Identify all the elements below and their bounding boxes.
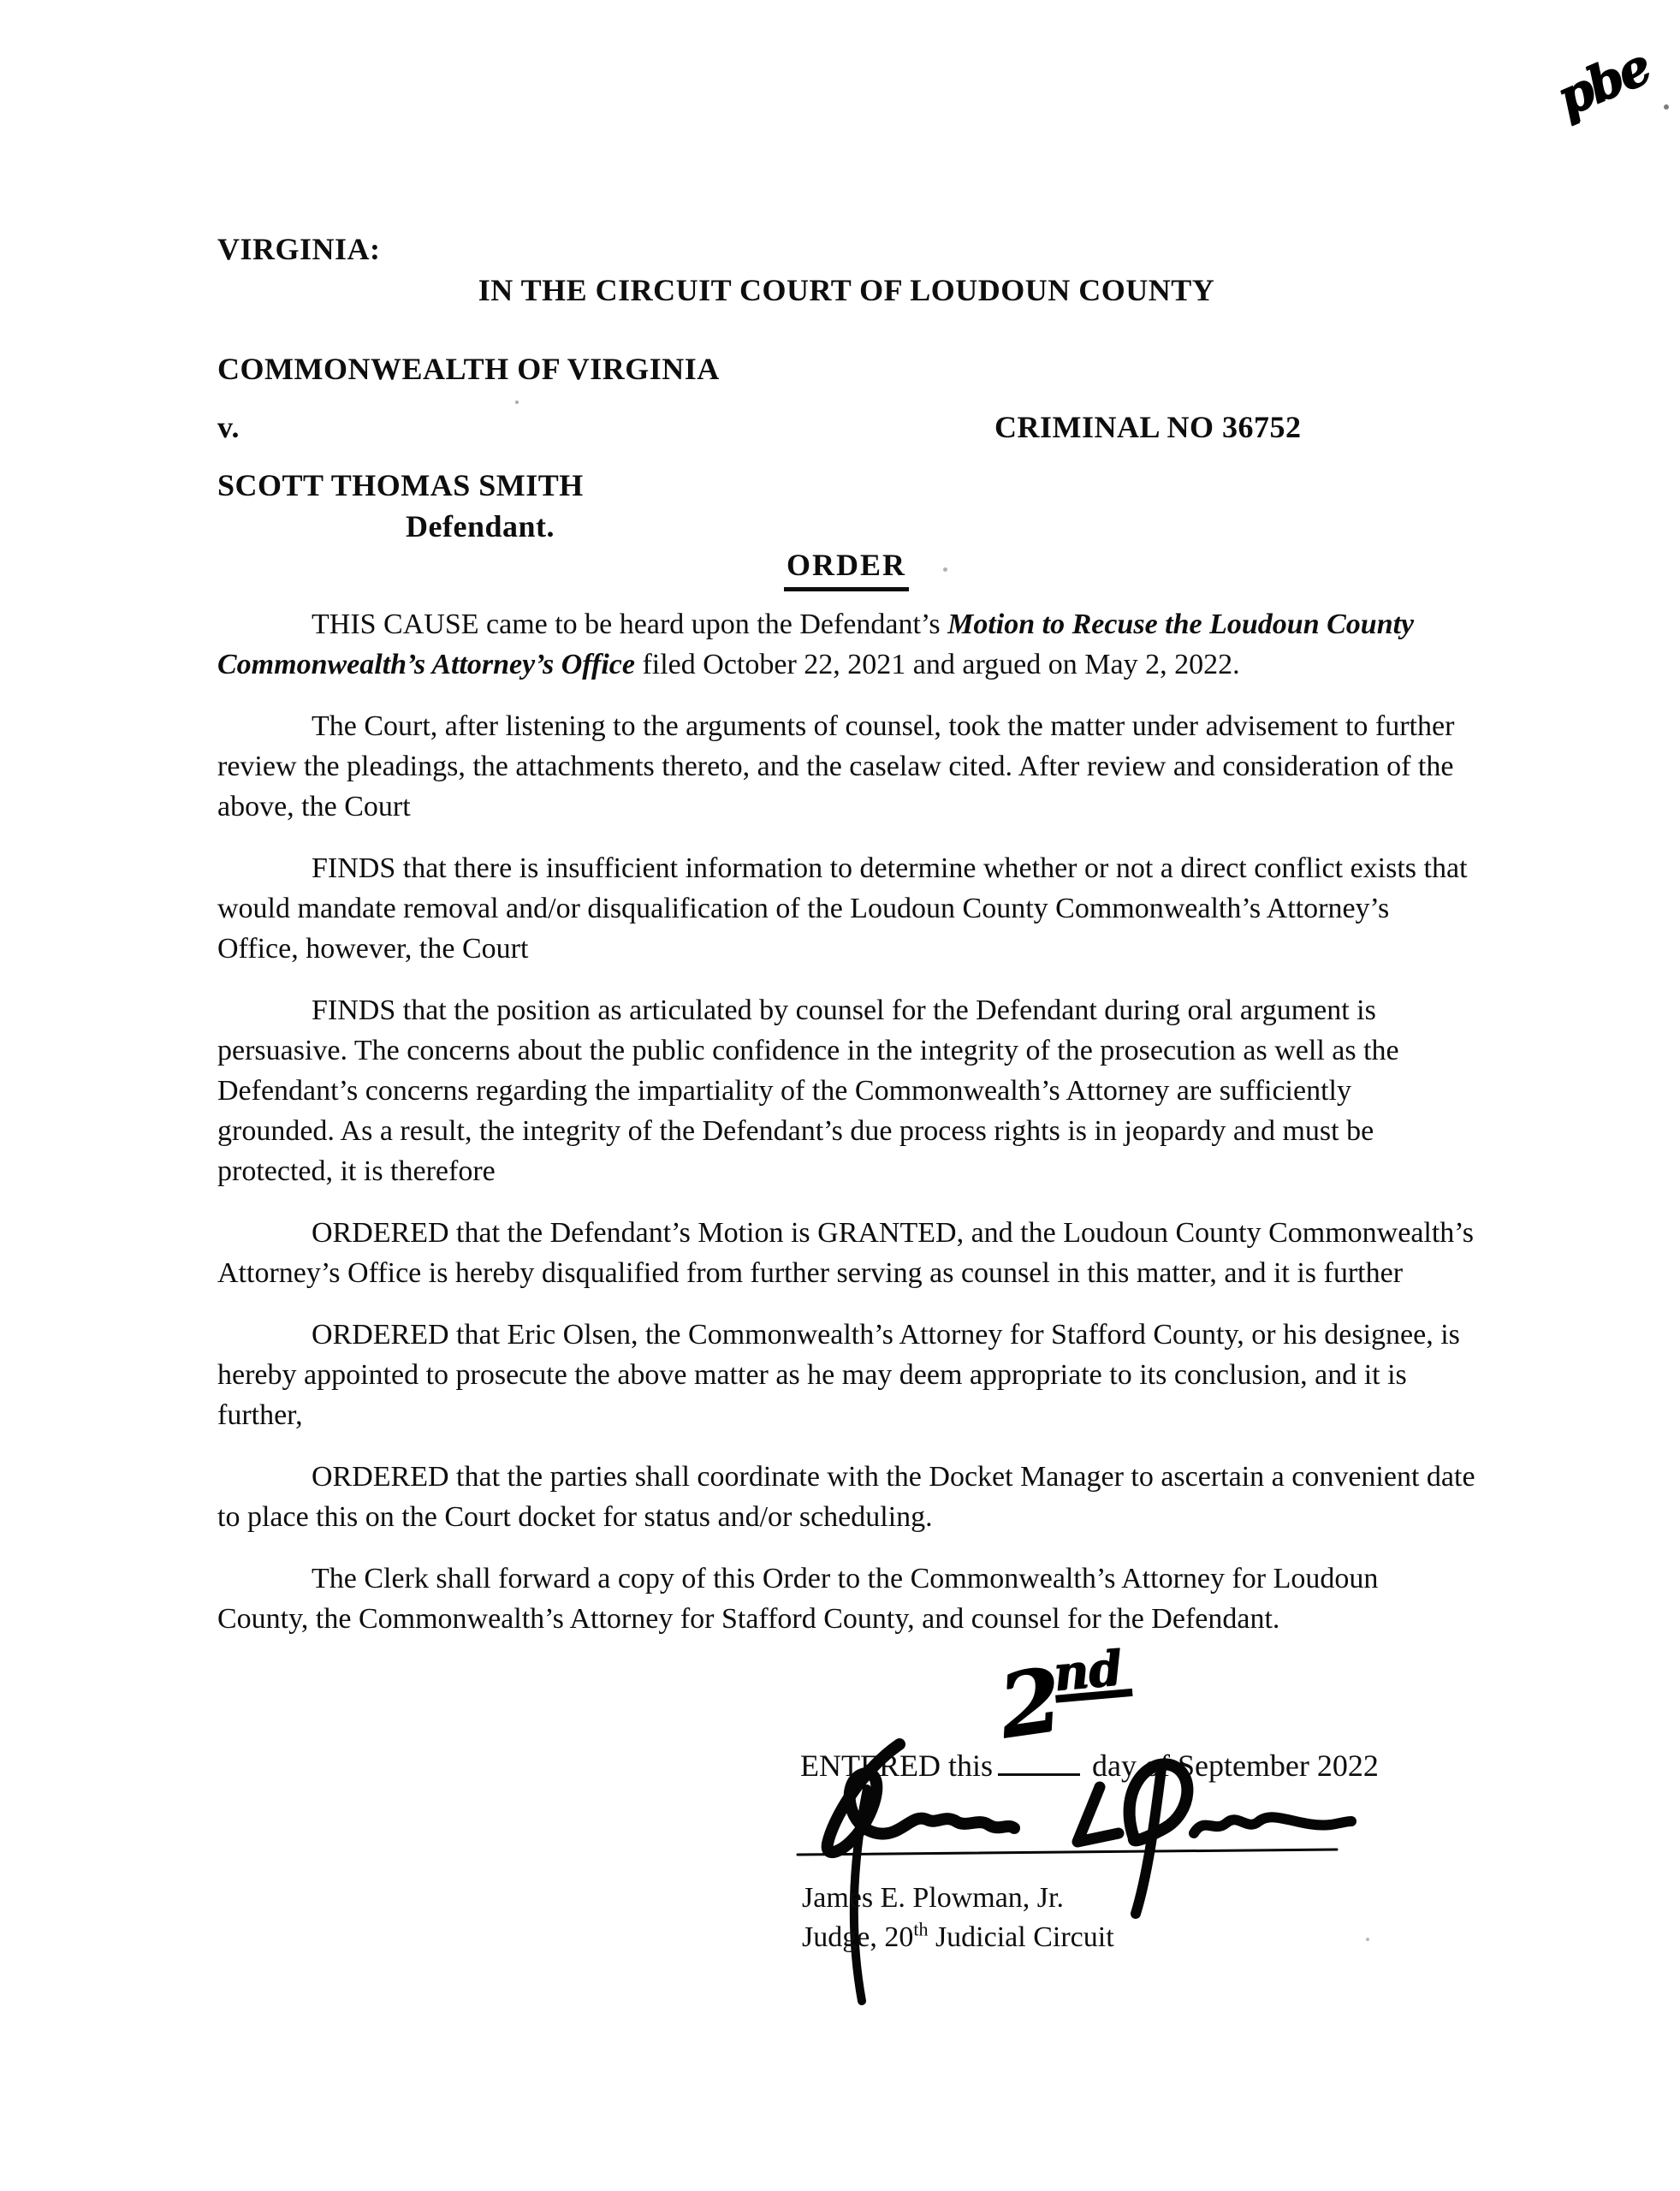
signer-title-ordinal: th [913, 1918, 929, 1940]
paragraph-advisement: The Court, after listening to the arguments of counsel, took the matter under advisement to further review the pleadings, the attachments thereto, and the caselaw cited. After review and consideration of the above, the Court [217, 710, 1455, 822]
handwritten-initials: pbe [1548, 37, 1657, 128]
signature-line [798, 1850, 1337, 1855]
document-title-text: ORDER [784, 545, 909, 591]
paragraph-ordered-docket: ORDERED that the parties shall coordinate with the Docket Manager to ascertain a convenient date to place this on the Court docket for status and/or scheduling. [217, 1461, 1475, 1533]
paragraph-ordered-granted: ORDERED that the Defendant’s Motion is GRANTED, and the Loudoun County Commonwealth’s Attorney’s Office is hereby disqualified from further serving as counsel in this matter, and it is further [217, 1217, 1474, 1289]
signer-title-post: Judicial Circuit [928, 1921, 1114, 1953]
paragraph-cause-post: filed October 22, 2021 and argued on May 2, 2022. [634, 649, 1240, 680]
versus-label: v. [217, 410, 240, 444]
signer-title-pre: Judge, 20 [802, 1921, 914, 1953]
entered-prefix: ENTERED this [800, 1749, 993, 1783]
motion-title-emphasis: Motion to Recuse the Loudoun County Commonwealth’s Attorney’s Office [217, 609, 1415, 680]
signer-title [802, 1919, 1114, 1956]
state-label: VIRGINIA: [217, 232, 381, 266]
handwritten-day-digit: 2 [993, 1648, 1068, 1759]
paragraph-finds-insufficient: FINDS that there is insufficient information to determine whether or not a direct conflict exists that would mandate removal and/or disqualification of the Loudoun County Commonwealth’s Attorney’s Office, however, the Court [217, 852, 1468, 965]
paragraph-cause-pre: THIS CAUSE came to be heard upon the Defendant’s [312, 609, 948, 640]
scan-speck [1664, 104, 1669, 110]
judge-signature [732, 1737, 1399, 2011]
paragraph-clerk-forward: The Clerk shall forward a copy of this Order to the Commonwealth’s Attorney for Loudoun County, the Commonwealth’s Attorney for Stafford County, and counsel for the Defendant. [217, 1563, 1379, 1635]
signature-stroke [1194, 1817, 1351, 1833]
paragraph-ordered-olsen: ORDERED that Eric Olsen, the Commonwealth’s Attorney for Stafford County, or his designee, is hereby appointed to prosecute the above matter as he may deem appropriate to its conclusion, and it is further, [217, 1319, 1460, 1431]
signature-stroke [1077, 1787, 1119, 1842]
entered-suffix: day of September 2022 [1091, 1749, 1379, 1783]
paragraph-cause [217, 604, 1475, 685]
handwritten-day-suffix: nd [1052, 1646, 1133, 1703]
plaintiff-name: COMMONWEALTH OF VIRGINIA [217, 352, 720, 386]
defendant-role: Defendant. [406, 509, 555, 543]
handwritten-day [993, 1639, 1143, 1759]
document-content [217, 229, 1475, 1639]
court-title: IN THE CIRCUIT COURT OF LOUDOUN COUNTY [478, 273, 1215, 307]
case-caption-row [217, 407, 1475, 448]
paragraph-finds-persuasive: FINDS that the position as articulated by counsel for the Defendant during oral argument is persuasive. The concerns about the public confidence in the integrity of the prosecution as well as the Defendant’s concerns regarding the impartiality of the Commonwealth’s Attorney are sufficiently grounded. As a result, the integrity of the Defendant’s due process rights is in jeopardy and must be protected, it is therefore [217, 995, 1399, 1187]
defendant-name: SCOTT THOMAS SMITH [217, 468, 584, 502]
signer-name: James E. Plowman, Jr. [802, 1882, 1064, 1914]
case-number: CRIMINAL NO 36752 [994, 410, 1302, 444]
document-title [217, 545, 1475, 591]
